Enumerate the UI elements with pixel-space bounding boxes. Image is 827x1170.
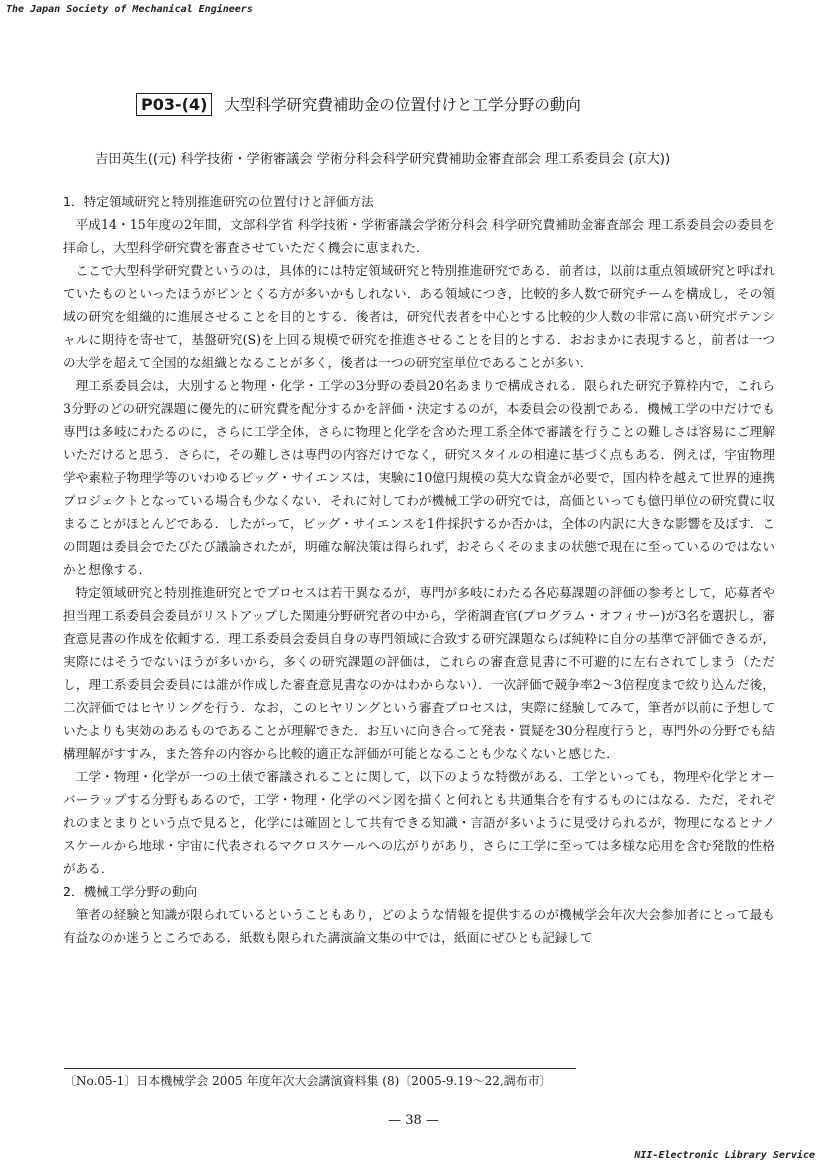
footer-library-tag: NII-Electronic Library Service: [634, 1150, 815, 1161]
body-paragraph: 特定領域研究と特別推進研究とでプロセスは若干異なるが，専門が多岐にわたる各応募課題の評価の参考として，応募者や担当理工系委員会委員がリストアップした関連分野研究者の中から，学術調査官(プログラム・オフィサー)が3名を選択し，審査意見書の作成を依頼する．理工系委員会委員自身の専門領域に合致する研究課題ならば純粋に自分の基準で評価できるが，実際にはそうでないほうが多いから，多くの研究課題の評価は，これらの審査意見書に不可避的に左右されてしまう（ただし，理工系委員会委員には誰が作成した審査意見書なのかはわからない）．一次評価で競争率2〜3倍程度まで絞り込んだ後，二次評価ではヒヤリングを行う．なお，このヒヤリングという審査プロセスは，実際に経験してみて，筆者が以前に予想していたよりも実効のあるものであることが理解できた．お互いに向き合って発表・質疑を30分程度行うと，専門外の分野でも結構理解がすすみ，また答弁の内容から比較的適正な評価が可能となることも少なくないと感じた．: [63, 585, 775, 761]
body-paragraph: 平成14・15年度の2年間，文部科学省 科学技術・学術審議会学術分科会 科学研究費補助金審査部会 理工系委員会の委員を拝命し，大型科学研究費を審査させていただく機会に恵まれた．: [63, 217, 775, 255]
header-society-tag: The Japan Society of Mechanical Engineers: [6, 4, 253, 15]
paper-title: 大型科学研究費補助金の位置付けと工学分野の動向: [224, 96, 581, 114]
body-paragraph: 工学・物理・化学が一つの土俵で審議されることに関して，以下のような特徴がある．工学といっても，物理や化学とオーバーラップする分野もあるので，工学・物理・化学のベン図を描くと何れとも共通集合を有するものにはなる．ただ，それぞれのまとまりという点で見ると，化学には確固として共有できる知識・言語が多いように見受けられるが，物理になるとナノスケールから地球・宇宙に代表されるマクロスケールへの広がりがあり，さらに工学に至っては多様な応用を含む発散的性格がある．: [63, 769, 775, 876]
section-1: [63, 190, 775, 880]
page-number: — 38 —: [388, 1113, 439, 1128]
proceedings-citation: 〔No.05-1〕日本機械学会 2005 年度年次大会講演資料集 (8)〔2005-9.19〜22,調布市〕: [64, 1074, 552, 1088]
paper-id: P03-(4): [136, 93, 212, 116]
author-affiliation: 吉田英生((元) 科学技術・学術審議会 学術分科会科学研究費補助金審査部会 理工系委員会 (京大)): [95, 152, 671, 167]
body-paragraph: 理工系委員会は，大別すると物理・化学・工学の3分野の委員20名あまりで構成される．限られた研究予算枠内で，これら3分野のどの研究課題に優先的に研究費を配分するかを評価・決定するのが，本委員会の役割である．機械工学の中だけでも専門は多岐にわたるのに，さらに工学全体，さらに物理と化学を含めた理工系全体で審議を行うことの難しさは容易にご理解いただけると思う．さらに，その難しさは専門の内容だけでなく，研究スタイルの相違に基づく点もある．例えば，宇宙物理学や素粒子物理学等のいわゆるビッグ・サイエンスは，実験に10億円規模の莫大な資金が必要で，国内枠を越えて世界的連携プロジェクトとなっている場合も少なくない．それに対してわが機械工学の研究では，高価といっても億円単位の研究費に収まることがほとんどである．したがって，ビッグ・サイエンスを1件採択するか否かは，全体の内訳に大きな影響を及ぼす．この問題は委員会でたびたび議論されたが，明確な解決策は得られず，おそらくそのままの状態で現在に至っているのではないかと想像する．: [63, 378, 775, 577]
section-heading: 1．特定領域研究と特別推進研究の位置付けと評価方法: [63, 194, 374, 209]
section-heading: 2．機械工学分野の動向: [63, 884, 198, 899]
footnote-divider: [64, 1068, 576, 1069]
title-row: [136, 90, 581, 118]
section-2: [63, 880, 775, 949]
paper-body: [63, 190, 775, 949]
body-paragraph: 筆者の経験と知識が限られているということもあり，どのような情報を提供するのが機械学会年次大会参加者にとって最も有益なのか迷うところである．紙数も限られた講演論文集の中では，紙面にぜひとも記録して: [63, 907, 775, 945]
body-paragraph: ここで大型科学研究費というのは，具体的には特定領域研究と特別推進研究である．前者は，以前は重点領域研究と呼ばれていたものといったほうがピンとくる方が多いかもしれない．ある領域につき，比較的多人数で研究チームを構成し，その領域の研究を組織的に進展させることを目的とする．後者は，研究代表者を中心とする比較的少人数の非常に高い研究ポテンシャルに期待を寄せて，基盤研究(S)を上回る規模で研究を推進させることを目的とする．おおまかに表現すると，前者は一つの大学を超えて全国的な組織となることが多く，後者は一つの研究室単位であることが多い．: [63, 263, 775, 370]
